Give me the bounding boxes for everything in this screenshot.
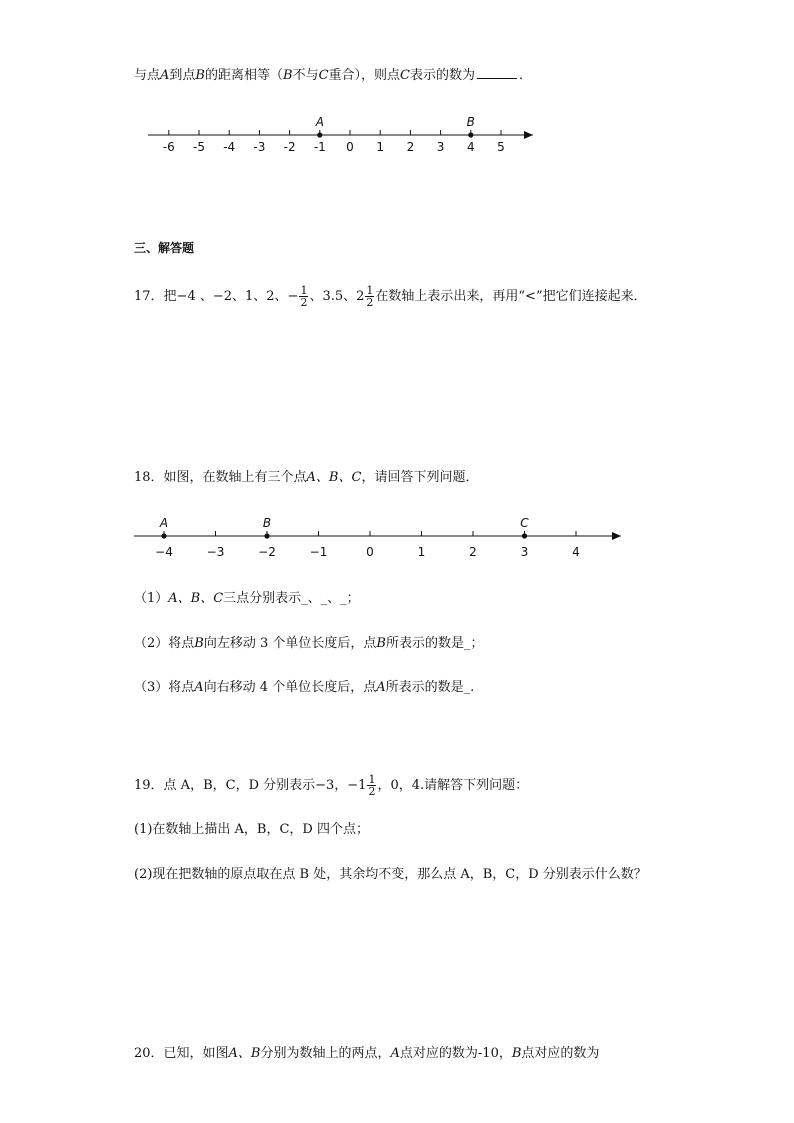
fraction-numerator: 1 — [300, 284, 308, 297]
q18-sub1-points: A、B、C — [168, 591, 224, 606]
tick-label: 4 — [466, 140, 475, 154]
fraction-denominator: 2 — [366, 296, 374, 309]
q16-text — [134, 66, 532, 86]
q18-sub2-point2: B — [376, 636, 386, 651]
point-label: B — [466, 115, 475, 129]
q17-mid: 、3.5、2 — [309, 289, 365, 304]
q18-number-line — [0, 508, 794, 568]
q16-point-c: C — [318, 68, 329, 83]
q16-text-f: 表示的数为 — [410, 68, 476, 83]
q20-c: 点对应的数为-10， — [399, 1046, 512, 1061]
q16-text-d: 不与 — [292, 68, 319, 83]
q16-text-c: 的距离相等（ — [204, 68, 283, 83]
q16-point-a: A — [160, 68, 170, 83]
q20-point-b: B — [511, 1046, 522, 1061]
point-label: B — [262, 516, 272, 530]
q18-stem-b: ，请回答下列问题． — [361, 470, 479, 485]
q18-sub3-point: A — [194, 680, 204, 695]
tick-label: -4 — [223, 140, 236, 154]
q18-sub3-point2: A — [376, 680, 386, 695]
tick-label: −2 — [258, 545, 276, 559]
q20-point-a: A — [390, 1046, 400, 1061]
q19-sub2: (2)现在把数轴的原点取在点 B 处，其余均不变，那么点 A，B，C，D 分别表示什么数？ — [134, 867, 647, 882]
q18-sub3 — [134, 678, 474, 698]
tick-label: 0 — [366, 545, 374, 559]
arrow-icon — [524, 131, 533, 139]
answer-blank[interactable] — [477, 66, 517, 79]
point-label: A — [159, 516, 169, 530]
q16-text-e: 重合），则点 — [328, 68, 401, 83]
tick-label: -2 — [283, 140, 296, 154]
tick-label: 2 — [406, 140, 415, 154]
q18-sub2-b: 向左移动 3 个单位长度后，点 — [203, 636, 377, 651]
q18-sub3-b: 向右移动 4 个单位长度后，点 — [203, 680, 377, 695]
tick-label: -5 — [193, 140, 205, 154]
point-dot — [317, 132, 322, 137]
q20-d: 点对应的数为 — [521, 1046, 600, 1061]
q19-stem — [134, 774, 528, 797]
q16-point-b: B — [195, 68, 205, 83]
point-label: A — [315, 115, 324, 129]
q17-suffix: 在数轴上表示出来，再用“<”把它们连接起来． — [375, 289, 647, 304]
tick-label: 2 — [469, 545, 477, 559]
q19-fraction — [367, 774, 376, 797]
q20-b: 分别为数轴上的两点， — [260, 1046, 391, 1061]
fraction-numerator: 1 — [366, 284, 374, 297]
q18-sub3-a: （3）将点 — [134, 680, 195, 695]
tick-label: -6 — [162, 140, 175, 154]
q20-points: A、B — [228, 1046, 261, 1061]
point-dot — [161, 533, 166, 538]
q20-stem — [134, 1044, 599, 1064]
q17-fraction-2 — [365, 285, 374, 308]
q17-prefix: 17．把 — [134, 289, 177, 304]
q17-fraction — [299, 285, 308, 308]
q18-sub2 — [134, 634, 483, 654]
arrow-icon — [612, 532, 621, 540]
q16-point-c2: C — [400, 68, 410, 83]
tick-label: 4 — [572, 545, 580, 559]
q20-a: 20．已知，如图 — [134, 1046, 229, 1061]
q18-sub1-a: （1） — [134, 591, 169, 606]
tick-label: 5 — [497, 140, 505, 154]
q16-point-b2: B — [283, 68, 293, 83]
q18-sub2-a: （2）将点 — [134, 636, 195, 651]
q18-stem — [134, 468, 478, 488]
q19-stem-b: ，0，4.请解答下列问题： — [377, 778, 529, 793]
tick-label: 1 — [417, 545, 426, 559]
tick-label: −3 — [206, 545, 225, 559]
tick-label: 0 — [346, 140, 354, 154]
point-dot — [522, 533, 527, 538]
q16-text-b: 到点 — [169, 68, 196, 83]
tick-label: −4 — [155, 545, 173, 559]
q19-sub1: (1)在数轴上描出 A，B，C，D 四个点； — [134, 822, 369, 837]
tick-label: 3 — [436, 140, 445, 154]
q16-end: ． — [519, 68, 533, 83]
q18-sub1 — [134, 589, 360, 609]
q18-sub2-point: B — [194, 636, 204, 651]
fraction-denominator: 2 — [368, 785, 376, 798]
fraction-numerator: 1 — [368, 773, 376, 786]
tick-label: -3 — [253, 140, 266, 154]
fraction-denominator: 2 — [300, 296, 308, 309]
tick-label: -1 — [313, 140, 326, 154]
q19-stem-a: 19．点 A，B，C，D 分别表示−3，−1 — [134, 778, 367, 793]
section-heading: 三、解答题 — [134, 241, 195, 255]
q16-text-a: 与点 — [134, 68, 161, 83]
q18-points: A、B、C — [306, 470, 362, 485]
tick-label: −1 — [309, 545, 328, 559]
q17-numbers: −4 、−2、1、2、− — [176, 289, 299, 304]
tick-label: 1 — [376, 140, 385, 154]
q18-sub2-c: 所表示的数是_； — [385, 636, 484, 651]
tick-label: 3 — [520, 545, 529, 559]
point-label: C — [520, 516, 529, 530]
q18-sub3-c: 所表示的数是_. — [385, 680, 475, 695]
q18-sub1-b: 三点分别表示_、_、_； — [223, 591, 360, 606]
point-dot — [264, 533, 269, 538]
point-dot — [468, 132, 473, 137]
q18-stem-a: 18．如图，在数轴上有三个点 — [134, 470, 307, 485]
q17-text — [134, 285, 647, 308]
q16-number-line — [0, 115, 794, 165]
